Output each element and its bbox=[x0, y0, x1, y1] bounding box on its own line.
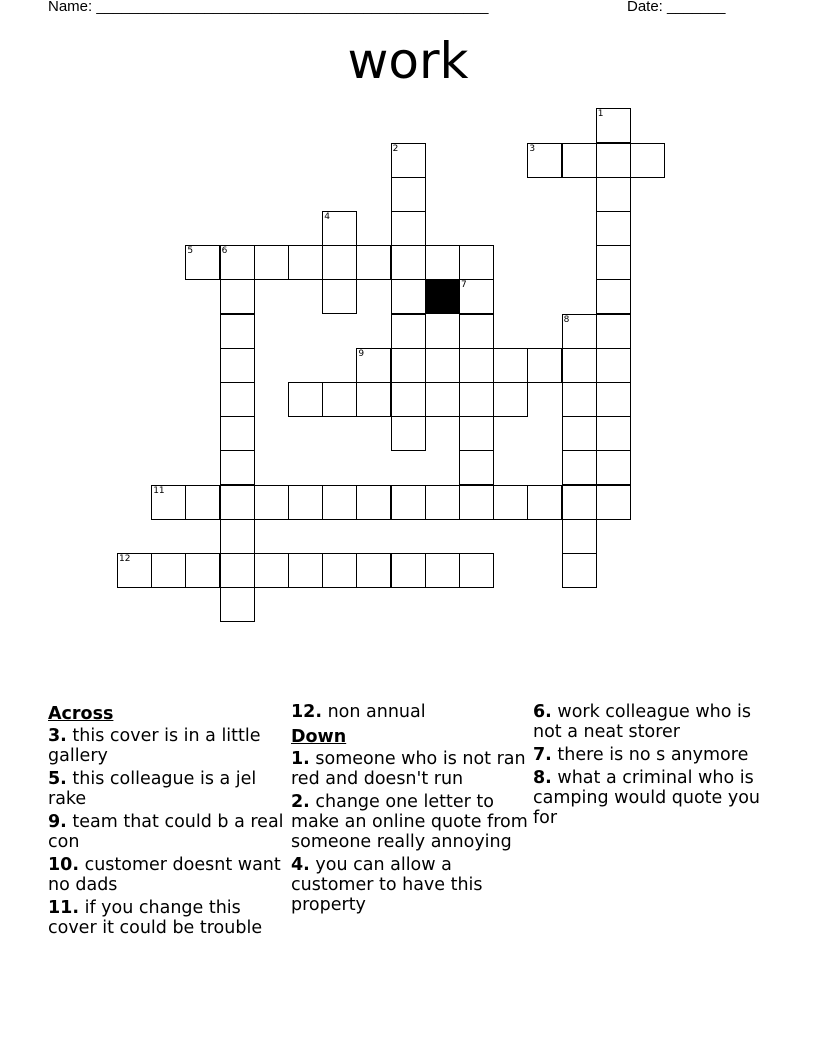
clues-column-2 bbox=[291, 702, 531, 918]
grid-cell[interactable] bbox=[220, 450, 255, 485]
clue bbox=[291, 792, 531, 852]
grid-cell[interactable] bbox=[220, 416, 255, 451]
grid-cell[interactable] bbox=[391, 245, 426, 280]
grid-cell[interactable] bbox=[596, 108, 631, 143]
clue-number: 12 bbox=[119, 554, 131, 564]
clue-number: 5 bbox=[187, 246, 194, 257]
grid-cell[interactable] bbox=[562, 485, 597, 520]
clue-number: 11 bbox=[153, 485, 165, 496]
grid-cell[interactable] bbox=[459, 348, 494, 383]
grid-cell[interactable] bbox=[220, 519, 255, 554]
clue-text: customer doesnt want no dads bbox=[48, 855, 281, 895]
grid-cell[interactable] bbox=[459, 553, 494, 588]
grid-cell[interactable] bbox=[356, 485, 391, 520]
clue-number-label: 5. bbox=[48, 769, 67, 789]
clues-column-3 bbox=[533, 702, 773, 831]
name-field-label: Name: _______________________________________________ bbox=[48, 0, 489, 15]
grid-cell[interactable] bbox=[254, 553, 289, 588]
grid-cell[interactable] bbox=[493, 485, 528, 520]
clue-text: what a criminal who is camping would quote you for bbox=[533, 768, 761, 828]
clue bbox=[48, 855, 288, 895]
grid-cell[interactable] bbox=[288, 485, 323, 520]
grid-cell[interactable] bbox=[322, 279, 357, 314]
grid-cell[interactable] bbox=[117, 553, 152, 588]
grid-cell[interactable] bbox=[562, 143, 597, 178]
grid-cell[interactable] bbox=[254, 245, 289, 280]
grid-cell[interactable] bbox=[596, 485, 631, 520]
grid-cell[interactable] bbox=[459, 382, 494, 417]
grid-cell[interactable] bbox=[151, 553, 186, 588]
grid-cell[interactable] bbox=[391, 177, 426, 212]
grid-cell[interactable] bbox=[630, 143, 665, 178]
grid-cell[interactable] bbox=[562, 314, 597, 349]
grid-cell[interactable] bbox=[425, 553, 460, 588]
clue-text: if you change this cover it could be trouble bbox=[48, 898, 263, 938]
grid-cell[interactable] bbox=[288, 553, 323, 588]
clue-text: someone who is not ran red and doesn't run bbox=[291, 749, 526, 789]
grid-cell[interactable] bbox=[596, 348, 631, 383]
clue-number: 7 bbox=[461, 280, 467, 291]
grid-cell[interactable] bbox=[220, 485, 255, 520]
grid-cell[interactable] bbox=[288, 382, 323, 417]
clue-text: you can allow a customer to have this property bbox=[291, 855, 483, 915]
grid-cell[interactable] bbox=[356, 553, 391, 588]
clue-number: 2 bbox=[392, 143, 399, 154]
grid-cell[interactable] bbox=[220, 553, 255, 588]
grid-cell[interactable] bbox=[391, 485, 426, 520]
clue-number: 4 bbox=[324, 212, 330, 222]
grid-cell[interactable] bbox=[391, 211, 426, 246]
grid-cell[interactable] bbox=[425, 348, 460, 383]
grid-cell[interactable] bbox=[596, 279, 631, 314]
grid-cell[interactable] bbox=[391, 382, 426, 417]
grid-cell[interactable] bbox=[356, 348, 391, 383]
grid-cell[interactable] bbox=[220, 245, 255, 280]
clue bbox=[533, 768, 773, 828]
clue-number: 8 bbox=[563, 314, 570, 325]
clue bbox=[48, 769, 288, 809]
clue-number: 6 bbox=[221, 246, 228, 257]
grid-cell[interactable] bbox=[425, 245, 460, 280]
grid-cell[interactable] bbox=[596, 416, 631, 451]
grid-cell[interactable] bbox=[185, 553, 220, 588]
clue bbox=[48, 726, 288, 766]
grid-cell[interactable] bbox=[562, 553, 597, 588]
grid-cell[interactable] bbox=[459, 279, 494, 314]
grid-cell[interactable] bbox=[527, 143, 562, 178]
clue bbox=[533, 745, 773, 765]
clue-text: there is no s anymore bbox=[551, 745, 749, 765]
grid-cell[interactable] bbox=[596, 177, 631, 212]
grid-cell[interactable] bbox=[220, 279, 255, 314]
grid-cell[interactable] bbox=[596, 450, 631, 485]
grid-cell[interactable] bbox=[288, 245, 323, 280]
clue bbox=[48, 812, 288, 852]
clue-number-label: 11. bbox=[48, 898, 80, 918]
grid-cell[interactable] bbox=[596, 245, 631, 280]
grid-cell[interactable] bbox=[425, 382, 460, 417]
grid-cell[interactable] bbox=[459, 416, 494, 451]
grid-cell[interactable] bbox=[220, 382, 255, 417]
clue-number-label: 2. bbox=[291, 792, 310, 812]
grid-cell[interactable] bbox=[459, 485, 494, 520]
clue-text: change one letter to make an online quote from someone really annoying bbox=[291, 792, 528, 852]
grid-cell[interactable] bbox=[220, 348, 255, 383]
grid-cell[interactable] bbox=[391, 143, 426, 178]
grid-cell[interactable] bbox=[459, 245, 494, 280]
grid-cell[interactable] bbox=[185, 485, 220, 520]
grid-cell[interactable] bbox=[322, 211, 357, 246]
grid-cell[interactable] bbox=[562, 348, 597, 383]
grid-cell[interactable] bbox=[151, 485, 186, 520]
clues-column-1 bbox=[48, 702, 288, 941]
grid-cell[interactable] bbox=[493, 348, 528, 383]
clue bbox=[291, 749, 531, 789]
grid-cell[interactable] bbox=[459, 450, 494, 485]
grid-cell[interactable] bbox=[220, 587, 255, 622]
clue-number-label: 6. bbox=[533, 702, 552, 722]
grid-cell[interactable] bbox=[562, 382, 597, 417]
grid-cell[interactable] bbox=[562, 519, 597, 554]
grid-cell[interactable] bbox=[596, 143, 631, 178]
clue-number-label: 1. bbox=[291, 749, 310, 769]
across-heading: Across bbox=[48, 704, 114, 724]
clue-number-label: 4. bbox=[291, 855, 310, 875]
grid-cell[interactable] bbox=[220, 314, 255, 349]
down-heading: Down bbox=[291, 727, 347, 747]
grid-cell[interactable] bbox=[527, 348, 562, 383]
grid-cell[interactable] bbox=[322, 245, 357, 280]
clue-text: work colleague who is not a neat storer bbox=[533, 702, 752, 742]
clue-number: 9 bbox=[358, 348, 365, 359]
grid-cell[interactable] bbox=[356, 245, 391, 280]
grid-cell[interactable] bbox=[425, 485, 460, 520]
page-title: work bbox=[347, 32, 469, 90]
grid-cell[interactable] bbox=[391, 348, 426, 383]
grid-cell[interactable] bbox=[596, 382, 631, 417]
grid-cell[interactable] bbox=[596, 211, 631, 246]
clue-number: 3 bbox=[529, 143, 536, 154]
grid-cell[interactable] bbox=[322, 382, 357, 417]
date-field-label: Date: _______ bbox=[627, 0, 726, 15]
grid-cell[interactable] bbox=[254, 485, 289, 520]
grid-cell[interactable] bbox=[596, 314, 631, 349]
clue-text: this cover is in a little gallery bbox=[48, 726, 261, 766]
grid-cell[interactable] bbox=[356, 382, 391, 417]
grid-cell[interactable] bbox=[391, 279, 426, 314]
clue-number-label: 8. bbox=[533, 768, 552, 788]
clue bbox=[291, 855, 531, 915]
grid-cell[interactable] bbox=[322, 485, 357, 520]
clue-number-label: 7. bbox=[533, 745, 552, 765]
grid-cell[interactable] bbox=[527, 485, 562, 520]
grid-cell[interactable] bbox=[391, 416, 426, 451]
grid-cell[interactable] bbox=[391, 553, 426, 588]
grid-cell[interactable] bbox=[493, 382, 528, 417]
clue-number: 1 bbox=[597, 109, 604, 120]
grid-cell[interactable] bbox=[562, 450, 597, 485]
grid-cell[interactable] bbox=[391, 314, 426, 349]
grid-cell[interactable] bbox=[185, 245, 220, 280]
clue-number-label: 3. bbox=[48, 726, 67, 746]
clue-text: team that could b a real con bbox=[48, 812, 284, 852]
clue bbox=[533, 702, 773, 742]
clue bbox=[48, 898, 288, 938]
clue-number-label: 10. bbox=[48, 855, 80, 875]
clue-number-label: 9. bbox=[48, 812, 67, 832]
clue-text: this colleague is a jel rake bbox=[48, 769, 257, 809]
grid-cell[interactable] bbox=[562, 416, 597, 451]
clue-text: non annual bbox=[322, 702, 426, 722]
grid-cell[interactable] bbox=[322, 553, 357, 588]
clue-number-label: 12. bbox=[291, 702, 323, 722]
clue bbox=[291, 702, 531, 722]
grid-cell[interactable] bbox=[459, 314, 494, 349]
grid-block bbox=[425, 279, 460, 314]
